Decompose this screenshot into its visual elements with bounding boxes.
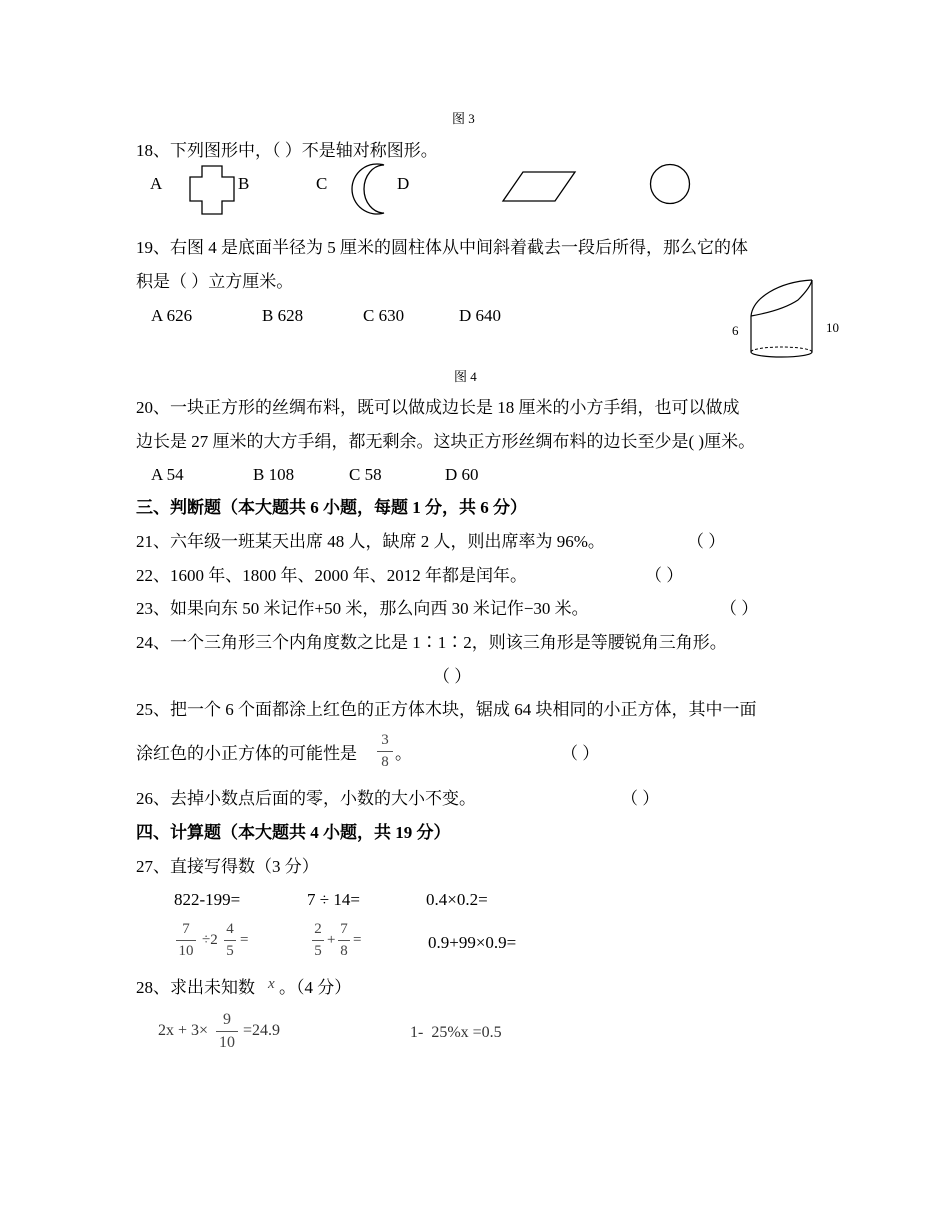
- calc-item-6: 0.9+99×0.9=: [428, 933, 517, 952]
- fraction-denominator: 8: [340, 943, 348, 959]
- fraction-bar: [338, 940, 350, 941]
- calc-4-fraction-2: [224, 922, 236, 959]
- probability-fraction: [377, 733, 393, 770]
- question-22-text: 22、1600 年、1800 年、2000 年、2012 年都是闰年。: [136, 566, 527, 585]
- fraction-bar: [216, 1031, 238, 1032]
- fraction-bar: [312, 940, 324, 941]
- question-21-answer-paren: （ ）: [687, 532, 726, 551]
- q19-option-c: C 630: [363, 306, 405, 325]
- q19-option-d: D 640: [459, 306, 502, 325]
- question-23-text: 23、如果向东 50 米记作+50 米，那么向西 30 米记作−30 米。: [136, 599, 589, 618]
- section-3-heading: 三、判断题（本大题共 6 小题，每题 1 分，共 6 分）: [136, 498, 527, 517]
- question-20-line1: 20、一块正方形的丝绸布料，既可以做成边长是 18 厘米的小方手绢，也可以做成: [136, 398, 740, 417]
- question-28-title-prefix: 28、求出未知数: [136, 978, 255, 997]
- question-28-title-suffix: 。（4 分）: [279, 978, 352, 997]
- fraction-numerator: 7: [340, 921, 348, 937]
- q19-option-a: A 626: [151, 306, 193, 325]
- question-22-answer-paren: （ ）: [645, 566, 684, 585]
- calc-item-3: 0.4×0.2=: [426, 890, 488, 909]
- calc-5-fraction-1: [312, 922, 324, 959]
- equation-2: 1- 25%x =0.5: [410, 1024, 502, 1041]
- figure-4-caption: 图 4: [454, 369, 477, 384]
- question-25-line2-prefix: 涂红色的小正方体的可能性是: [136, 744, 357, 763]
- equation-1-fraction: [216, 1012, 238, 1051]
- parallelogram-figure: [501, 170, 577, 204]
- q18-option-d: D: [397, 174, 410, 193]
- crescent-moon-figure: [348, 163, 388, 217]
- q19-option-b: B 628: [262, 306, 304, 325]
- q20-option-a: A 54: [151, 465, 184, 484]
- fraction-numerator: 4: [226, 921, 234, 937]
- fraction-numerator: 3: [381, 732, 389, 748]
- question-20-line2: 边长是 27 厘米的大方手绢，都无剩余。这块正方形丝绸布料的边长至少是( )厘米。: [136, 432, 756, 451]
- question-27-title: 27、直接写得数（3 分）: [136, 857, 319, 876]
- q20-option-d: D 60: [445, 465, 479, 484]
- q18-option-c: C: [316, 174, 328, 193]
- section-4-heading: 四、计算题（本大题共 4 小题，共 19 分）: [136, 823, 451, 842]
- q18-option-a: A: [150, 174, 163, 193]
- calc-5-operator: +: [327, 932, 336, 948]
- fraction-bar: [377, 751, 393, 752]
- calc-5-fraction-2: [338, 922, 350, 959]
- cut-cylinder-figure: [748, 278, 818, 362]
- fraction-numerator: 7: [182, 921, 190, 937]
- circle-figure: [649, 163, 691, 205]
- calc-4-equals: =: [240, 932, 249, 948]
- question-21-text: 21、六年级一班某天出席 48 人，缺席 2 人，则出席率为 96%。: [136, 532, 605, 551]
- cylinder-height-tall-label: 10: [826, 320, 839, 335]
- question-24-text: 24、一个三角形三个内角度数之比是 1∶1∶2，则该三角形是等腰锐角三角形。: [136, 633, 727, 652]
- question-25-line2-suffix: 。: [395, 744, 412, 763]
- cross-shape-figure: [188, 165, 236, 215]
- calc-4-operator: ÷2: [202, 932, 218, 948]
- question-24-answer-paren: （ ）: [433, 667, 472, 686]
- cylinder-height-short-label: 6: [732, 323, 739, 338]
- question-25-answer-paren: （ ）: [561, 744, 600, 763]
- question-26-text: 26、去掉小数点后面的零，小数的大小不变。: [136, 789, 476, 808]
- fraction-denominator: 5: [314, 943, 322, 959]
- question-26-answer-paren: （ ）: [621, 789, 660, 808]
- fraction-numerator: 2: [314, 921, 322, 937]
- question-23-answer-paren: （ ）: [720, 599, 759, 618]
- fraction-denominator: 8: [381, 754, 389, 770]
- equation-1-right: =24.9: [243, 1022, 281, 1039]
- equation-1-left: 2x + 3×: [158, 1022, 209, 1039]
- calc-item-1: 822-199=: [174, 890, 241, 909]
- fraction-bar: [176, 940, 196, 941]
- question-19-line2: 积是（ ）立方厘米。: [136, 272, 294, 291]
- question-25-line1: 25、把一个 6 个面都涂上红色的正方体木块，锯成 64 块相同的小正方体，其中一面: [136, 700, 757, 719]
- question-19-line1: 19、右图 4 是底面半径为 5 厘米的圆柱体从中间斜着截去一段后所得，那么它的体: [136, 238, 748, 257]
- calc-5-equals: =: [353, 932, 362, 948]
- fraction-numerator: 9: [223, 1011, 231, 1028]
- fraction-denominator: 10: [219, 1034, 235, 1051]
- unknown-variable: x: [268, 976, 275, 992]
- figure-3-caption: 图 3: [452, 111, 475, 126]
- question-18-text: 18、下列图形中，（ ）不是轴对称图形。: [136, 141, 438, 160]
- calc-4-fraction-1: [176, 922, 196, 959]
- fraction-denominator: 5: [226, 943, 234, 959]
- q18-option-b: B: [238, 174, 250, 193]
- fraction-denominator: 10: [178, 943, 194, 959]
- q20-option-c: C 58: [349, 465, 382, 484]
- calc-item-2: 7 ÷ 14=: [307, 890, 360, 909]
- q20-option-b: B 108: [253, 465, 295, 484]
- fraction-bar: [224, 940, 236, 941]
